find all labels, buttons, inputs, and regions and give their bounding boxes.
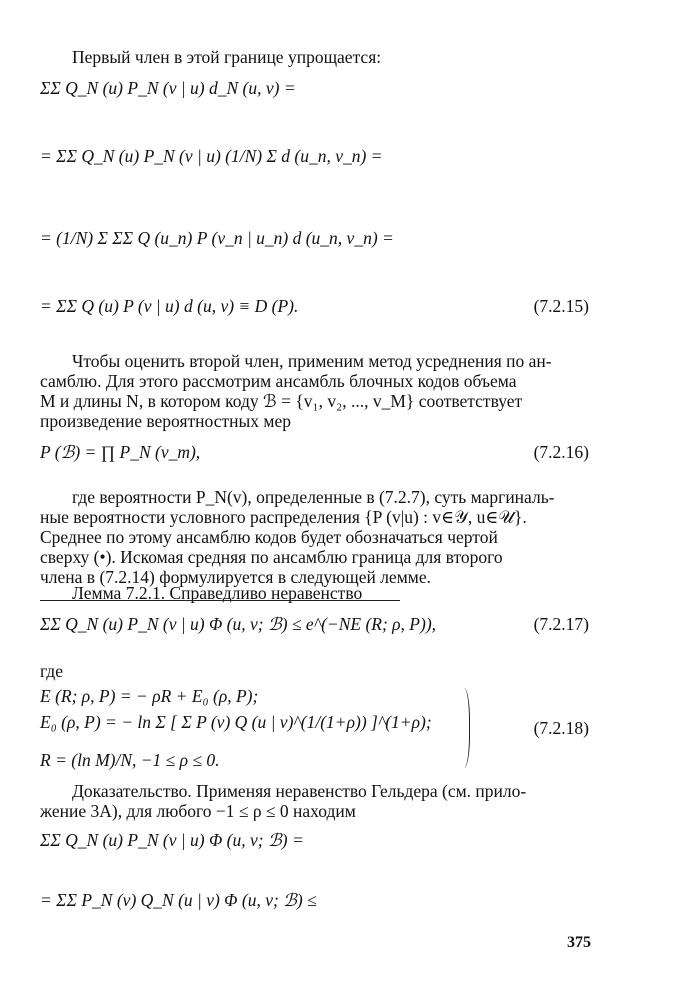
lemma-rule bbox=[40, 600, 400, 601]
proof-line-1: Доказательство. Применяя неравенство Гельдера (см. прило- bbox=[72, 781, 527, 801]
equation-number-7-2-18: (7.2.18) bbox=[533, 718, 589, 738]
paragraph-2-line-5: члена в (7.2.14) формулируется в следующей лемме. bbox=[40, 567, 431, 587]
proof-line-2: жение 3А), для любого −1 ≤ ρ ≤ 0 находим bbox=[40, 801, 356, 821]
where-label: где bbox=[40, 661, 63, 681]
paragraph-2-line-1: где вероятности P_N(v), определенные в (7.2.7), суть маргиналь- bbox=[72, 487, 555, 507]
page-number: 375 bbox=[567, 934, 591, 951]
paragraph-1-line-1: Чтобы оценить второй член, применим метод усреднения по ан- bbox=[72, 351, 552, 371]
equation-3: = (1/N) Σ ΣΣ Q (u_n) P (v_n | u_n) d (u_n, v_n) = bbox=[40, 228, 394, 248]
paragraph-2-line-4: сверху (•). Искомая средняя по ансамблю граница для второго bbox=[40, 547, 503, 567]
equation-9: = ΣΣ P_N (v) Q_N (u | v) Φ (u, v; ℬ) ≤ bbox=[40, 890, 317, 910]
paragraph-1-line-3: M и длины N, в котором коду ℬ = {v₁, v₂, ..., v_M} соответствует bbox=[40, 391, 523, 411]
paragraph-1-line-2: самблю. Для этого рассмотрим ансамбль блочных кодов объема bbox=[40, 371, 517, 391]
equation-8: ΣΣ Q_N (u) P_N (v | u) Φ (u, v; ℬ) = bbox=[40, 830, 304, 850]
lemma-title: Лемма 7.2.1. Справедливо неравенство bbox=[72, 583, 363, 603]
paragraph-2-line-2: ные вероятности условного распределения {P (v|u) : v∈𝒴, u∈𝒰}. bbox=[40, 507, 527, 527]
paragraph-2-line-3: Среднее по этому ансамблю кодов будет обозначаться чертой bbox=[40, 527, 498, 547]
equation-number-7-2-16: (7.2.16) bbox=[533, 442, 589, 462]
equation-5: P (ℬ) = ∏ P_N (v_m), bbox=[40, 442, 201, 462]
equation-1: ΣΣ Q_N (u) P_N (v | u) d_N (u, v) = bbox=[40, 78, 296, 98]
paragraph-1-line-4: произведение вероятностных мер bbox=[40, 411, 291, 431]
equation-2: = ΣΣ Q_N (u) P_N (v | u) (1/N) Σ d (u_n, v_n) = bbox=[40, 146, 383, 166]
equation-7c: R = (ln M)/N, −1 ≤ ρ ≤ 0. bbox=[40, 750, 220, 770]
equation-number-7-2-17: (7.2.17) bbox=[533, 614, 589, 634]
equation-7b: E₀ (ρ, P) = − ln Σ [ Σ P (v) Q (u | v)^(1/(1+ρ)) ]^(1+ρ); bbox=[40, 712, 432, 732]
equation-6: ΣΣ Q_N (u) P_N (v | u) Φ (u, v; ℬ) ≤ e^(−NE (R; ρ, P)), bbox=[40, 614, 437, 634]
intro-text: Первый член в этой границе упрощается: bbox=[72, 47, 382, 67]
equation-4: = ΣΣ Q (u) P (v | u) d (u, v) ≡ D (P). bbox=[40, 296, 299, 316]
equation-number-7-2-15: (7.2.15) bbox=[533, 296, 589, 316]
right-brace bbox=[455, 688, 470, 768]
equation-7a: E (R; ρ, P) = − ρR + E₀ (ρ, P); bbox=[40, 686, 259, 706]
